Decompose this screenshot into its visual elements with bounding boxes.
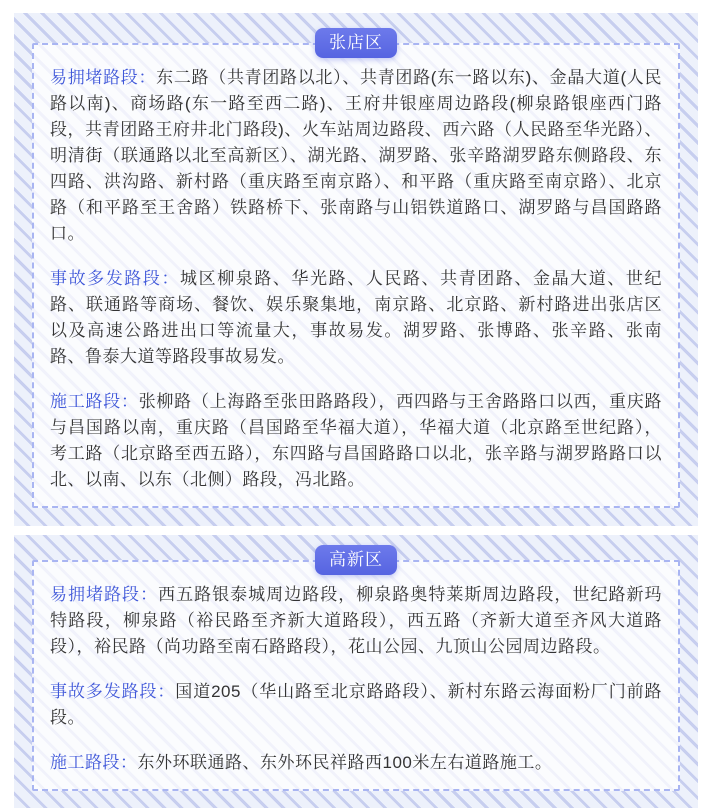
paragraph-accident-zhangdian — [50, 266, 662, 370]
accident-text: 国道205（华山路至北京路路段）、新村东路云海面粉厂门前路段。 — [50, 682, 663, 727]
accident-text: 城区柳泉路、华光路、人民路、共青团路、金晶大道、世纪路、联通路等商场、餐饮、娱乐聚集地，南京路、北京路、新村路进出张店区以及高速公路进出口等流量大，事故易发。湖罗路、张博路、张辛路、张南路、鲁泰大道等路段事故易发。 — [50, 269, 662, 366]
accident-label: 事故多发路段： — [50, 682, 176, 701]
district-card-gaoxin — [32, 550, 680, 791]
construction-label: 施工路段： — [50, 753, 138, 772]
section-zhangdian — [14, 13, 698, 526]
paragraph-construction-gaoxin — [50, 750, 662, 776]
section-gap — [0, 526, 712, 535]
paragraph-construction-zhangdian — [50, 389, 662, 493]
accident-label: 事故多发路段： — [50, 269, 181, 288]
congestion-text: 东二路（共青团路以北）、共青团路(东一路以东)、金晶大道(人民路以南)、商场路(东一路至西二路)、王府井银座周边路段(柳泉路银座西门路段，共青团路王府井北门路段)、火车站周边路段、西六路（人民路至华光路）、明清街（联通路以北至高新区）、湖光路、湖罗路、张辛路湖罗路东侧路段、东四路、洪沟路、新村路（重庆路至南京路）、和平路（重庆路至南京路）、北京路（和平路至王舍路）铁路桥下、张南路与山铝铁道路口、湖罗路与昌国路路口。 — [50, 68, 663, 243]
congestion-label: 易拥堵路段： — [50, 585, 159, 604]
district-card-zhangdian — [32, 33, 680, 508]
congestion-text: 西五路银泰城周边路段，柳泉路奥特莱斯周边路段，世纪路新玛特路段，柳泉路（裕民路至齐新大道路段），西五路（齐新大道至齐风大道路段），裕民路（尚功路至南石路路段），花山公园、九顶山公园周边路段。 — [50, 585, 663, 656]
section-gaoxin — [14, 535, 698, 808]
construction-text: 东外环联通路、东外环民祥路西100米左右道路施工。 — [137, 753, 553, 772]
district-badge-gaoxin: 高新区 — [315, 545, 397, 575]
paragraph-congestion-gaoxin — [50, 582, 662, 660]
district-badge-zhangdian: 张店区 — [315, 28, 397, 58]
construction-text: 张柳路（上海路至张田路路段），西四路与王舍路路口以西，重庆路与昌国路以南，重庆路（昌国路至华福大道），华福大道（北京路至世纪路），考工路（北京路至西五路），东四路与昌国路路口以北，张辛路与湖罗路路口以北、以南、以东（北侧）路段，冯北路。 — [50, 392, 663, 489]
paragraph-accident-gaoxin — [50, 679, 662, 731]
paragraph-congestion-zhangdian — [50, 65, 662, 247]
congestion-label: 易拥堵路段： — [50, 68, 157, 87]
construction-label: 施工路段： — [50, 392, 139, 411]
